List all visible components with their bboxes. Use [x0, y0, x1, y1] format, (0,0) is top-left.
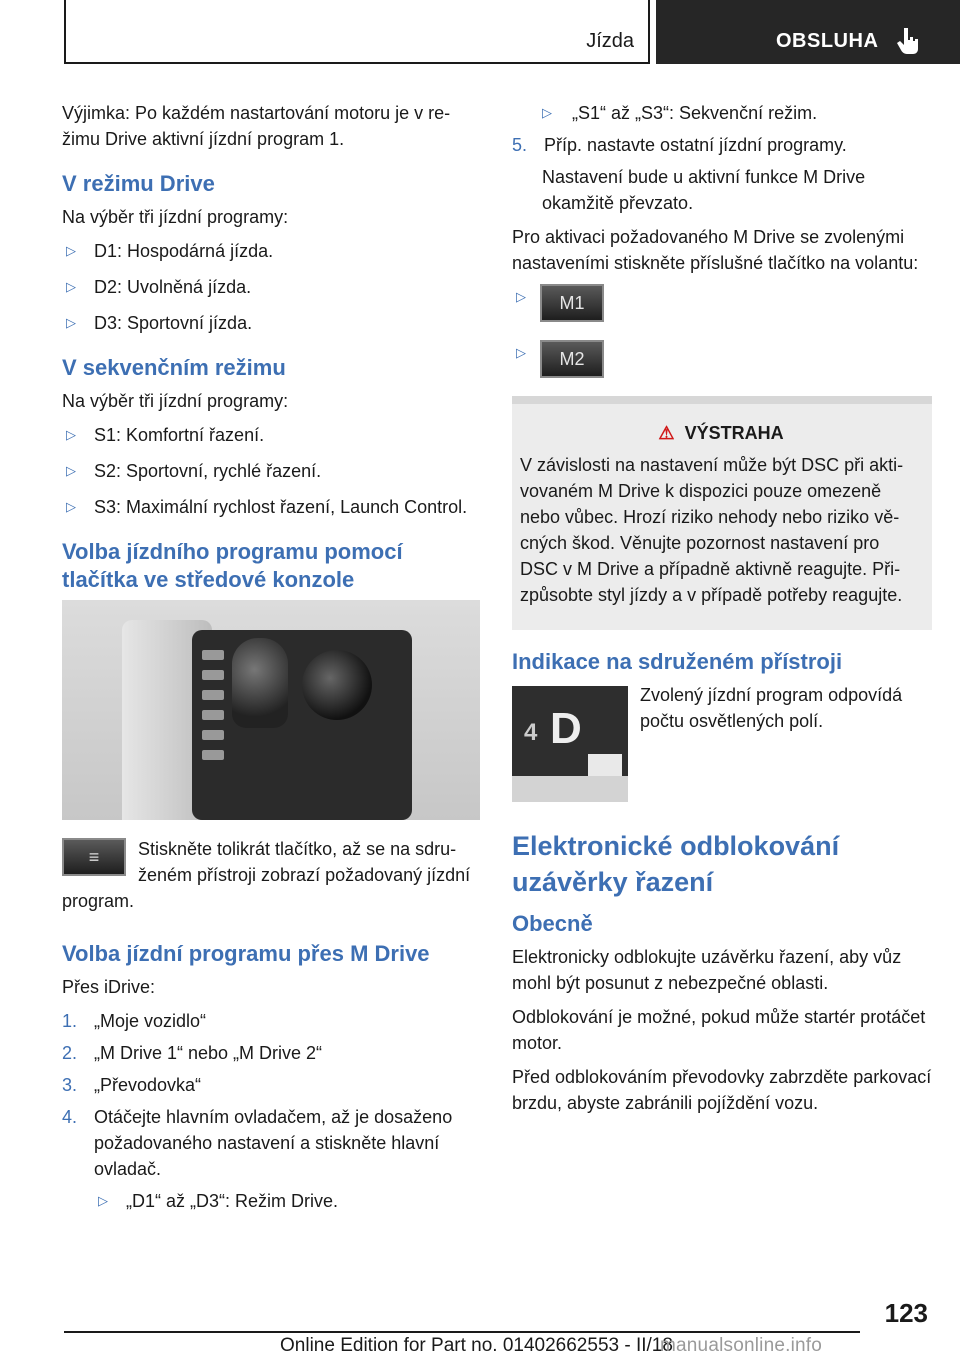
footer-divider	[64, 1331, 860, 1333]
list-item	[62, 310, 482, 336]
step-text: Otáčejte hlavním ovladačem, až je dosaženo požadovaného nastavení a stiskněte hlavní ovladač.	[94, 1107, 453, 1179]
step-number: 1.	[62, 1011, 78, 1031]
header-section-box	[64, 0, 650, 64]
header-tab-label: OBSLUHA	[776, 30, 879, 52]
console-button	[202, 730, 224, 740]
drive-text: Na výběr tři jízdní programy:	[62, 207, 289, 227]
sub-list-item	[62, 1188, 482, 1214]
console-heading: Volba jízdního programu pomocí tlačítka ve středové konzole	[62, 539, 403, 592]
list-item	[62, 238, 482, 264]
warning-header	[520, 420, 922, 446]
sub-list-text: „D1“ až „D3“: Režim Drive.	[126, 1191, 339, 1211]
m2-button-icon: M2	[540, 340, 604, 378]
m2-row	[512, 340, 932, 380]
center-console-photo	[62, 600, 480, 820]
step-number: 4.	[62, 1107, 78, 1127]
warning-title: VÝSTRAHA	[684, 423, 784, 443]
triangle-bullet-icon: ▷	[516, 289, 526, 304]
console-button	[202, 690, 224, 700]
activate-text: Pro aktivaci požadovaného M Drive se zvolenými nastaveními stiskněte příslušné tlačítko na volantu:	[512, 227, 919, 273]
gear-number: 4	[524, 719, 538, 746]
step-number: 5.	[512, 135, 528, 155]
console-button	[202, 710, 224, 720]
step-item	[62, 1104, 482, 1182]
list-item-text: S1: Komfortní řazení.	[94, 425, 265, 445]
console-button	[202, 670, 224, 680]
display-text: Zvolený jízdní program odpovídá počtu osvětlených polí.	[640, 685, 903, 731]
step-item	[62, 1072, 482, 1098]
header-section-title: Jízda	[586, 30, 634, 52]
idrive-controller	[302, 650, 372, 720]
triangle-bullet-icon: ▷	[66, 315, 76, 330]
warning-triangle-icon: ⚠	[658, 423, 675, 443]
list-item	[62, 422, 482, 448]
triangle-bullet-icon: ▷	[66, 243, 76, 258]
list-item-text: D2: Uvolněná jízda.	[94, 277, 252, 297]
general-paragraph: Před odblokováním převodovky zabrzděte parkovací brzdu, abyste zabránili pojíždění vozu.	[512, 1067, 932, 1113]
page-number: 123	[884, 1298, 928, 1328]
drive-mode-button-icon: ≡	[62, 838, 126, 876]
sub-list-item	[512, 100, 932, 126]
general-paragraph: Odblokování je možné, pokud může startér protáčet motor.	[512, 1007, 926, 1053]
list-item-text: D3: Sportovní jízda.	[94, 313, 253, 333]
gear-selector-knob	[232, 638, 288, 728]
triangle-bullet-icon: ▷	[542, 105, 552, 120]
sequential-text: Na výběr tři jízdní programy:	[62, 391, 289, 411]
step-text: „M Drive 1“ nebo „M Drive 2“	[94, 1043, 323, 1063]
list-item-text: S2: Sportovní, rychlé řazení.	[94, 461, 322, 481]
step-number: 2.	[62, 1043, 78, 1063]
left-column	[62, 100, 482, 1220]
console-text: Stiskněte tolikrát tlačítko, až se na sdruženém přístroji zobrazí požadovaný jízdní program.	[62, 839, 471, 911]
list-item-text: D1: Hospodárná jízda.	[94, 241, 274, 261]
list-item	[62, 274, 482, 300]
sub-list-text: „S1“ až „S3“: Sekvenční režim.	[572, 103, 818, 123]
triangle-bullet-icon: ▷	[66, 499, 76, 514]
list-item	[62, 458, 482, 484]
step-text: „Převodovka“	[94, 1075, 202, 1095]
arrow-up-icon	[588, 754, 622, 776]
intro-text: Výjimka: Po každém nastartování motoru je v režimu Drive aktivní jízdní program 1.	[62, 103, 451, 149]
gear-letter: D	[550, 704, 582, 753]
general-heading: Obecně	[512, 911, 593, 936]
warning-box	[512, 396, 932, 630]
warning-text: V závislosti na nastavení může být DSC při aktivovaném M Drive k dispozici pouze omezeně nebo vůbec. Hrozí riziko nehody nebo riziko věcných škod. Věnujte pozornost nastavení pro DSC v M Drive a případně aktivně reagujte. Přizpůsobte styl jízdy a v případě potřeby reagujte.	[520, 455, 904, 605]
list-item-text: S3: Maximální rychlost řazení, Launch Control.	[94, 497, 468, 517]
unlock-heading: Elektronické odblokování uzávěrky řazení	[512, 831, 840, 897]
step-item	[62, 1040, 482, 1066]
right-column	[512, 100, 932, 1124]
display-heading: Indikace na sdruženém přístroji	[512, 649, 843, 674]
triangle-bullet-icon: ▷	[66, 463, 76, 478]
mdrive-heading: Volba jízdní programu přes M Drive	[62, 941, 430, 966]
general-paragraph: Elektronicky odblokujte uzávěrku řazení, aby vůz mohl být posunut z nebezpečné oblasti.	[512, 947, 902, 993]
footer-edition: Online Edition for Part no. 01402662553 - II/18	[280, 1335, 673, 1356]
triangle-bullet-icon: ▷	[66, 427, 76, 442]
hand-pointer-icon	[896, 26, 922, 54]
drive-heading: V režimu Drive	[62, 171, 215, 196]
step-note: Nastavení bude u aktivní funkce M Drive okamžitě převzato.	[542, 167, 866, 213]
console-center-panel	[192, 630, 412, 820]
list-item	[62, 494, 482, 520]
triangle-bullet-icon: ▷	[98, 1193, 108, 1208]
step-text: Příp. nastavte ostatní jízdní programy.	[544, 135, 847, 155]
step-text: „Moje vozidlo“	[94, 1011, 207, 1031]
mdrive-text: Přes iDrive:	[62, 977, 156, 997]
m1-button-icon: M1	[540, 284, 604, 322]
m1-row	[512, 284, 932, 324]
step-item	[62, 1008, 482, 1034]
triangle-bullet-icon: ▷	[66, 279, 76, 294]
sequential-heading: V sekvenčním režimu	[62, 355, 286, 380]
instrument-cluster-image	[512, 686, 628, 802]
step-item	[512, 132, 932, 158]
console-button	[202, 750, 224, 760]
footer-brand-watermark: manualsonline.info	[660, 1335, 823, 1356]
step-number: 3.	[62, 1075, 78, 1095]
header-tab[interactable]	[656, 0, 960, 64]
triangle-bullet-icon: ▷	[516, 345, 526, 360]
console-button	[202, 650, 224, 660]
